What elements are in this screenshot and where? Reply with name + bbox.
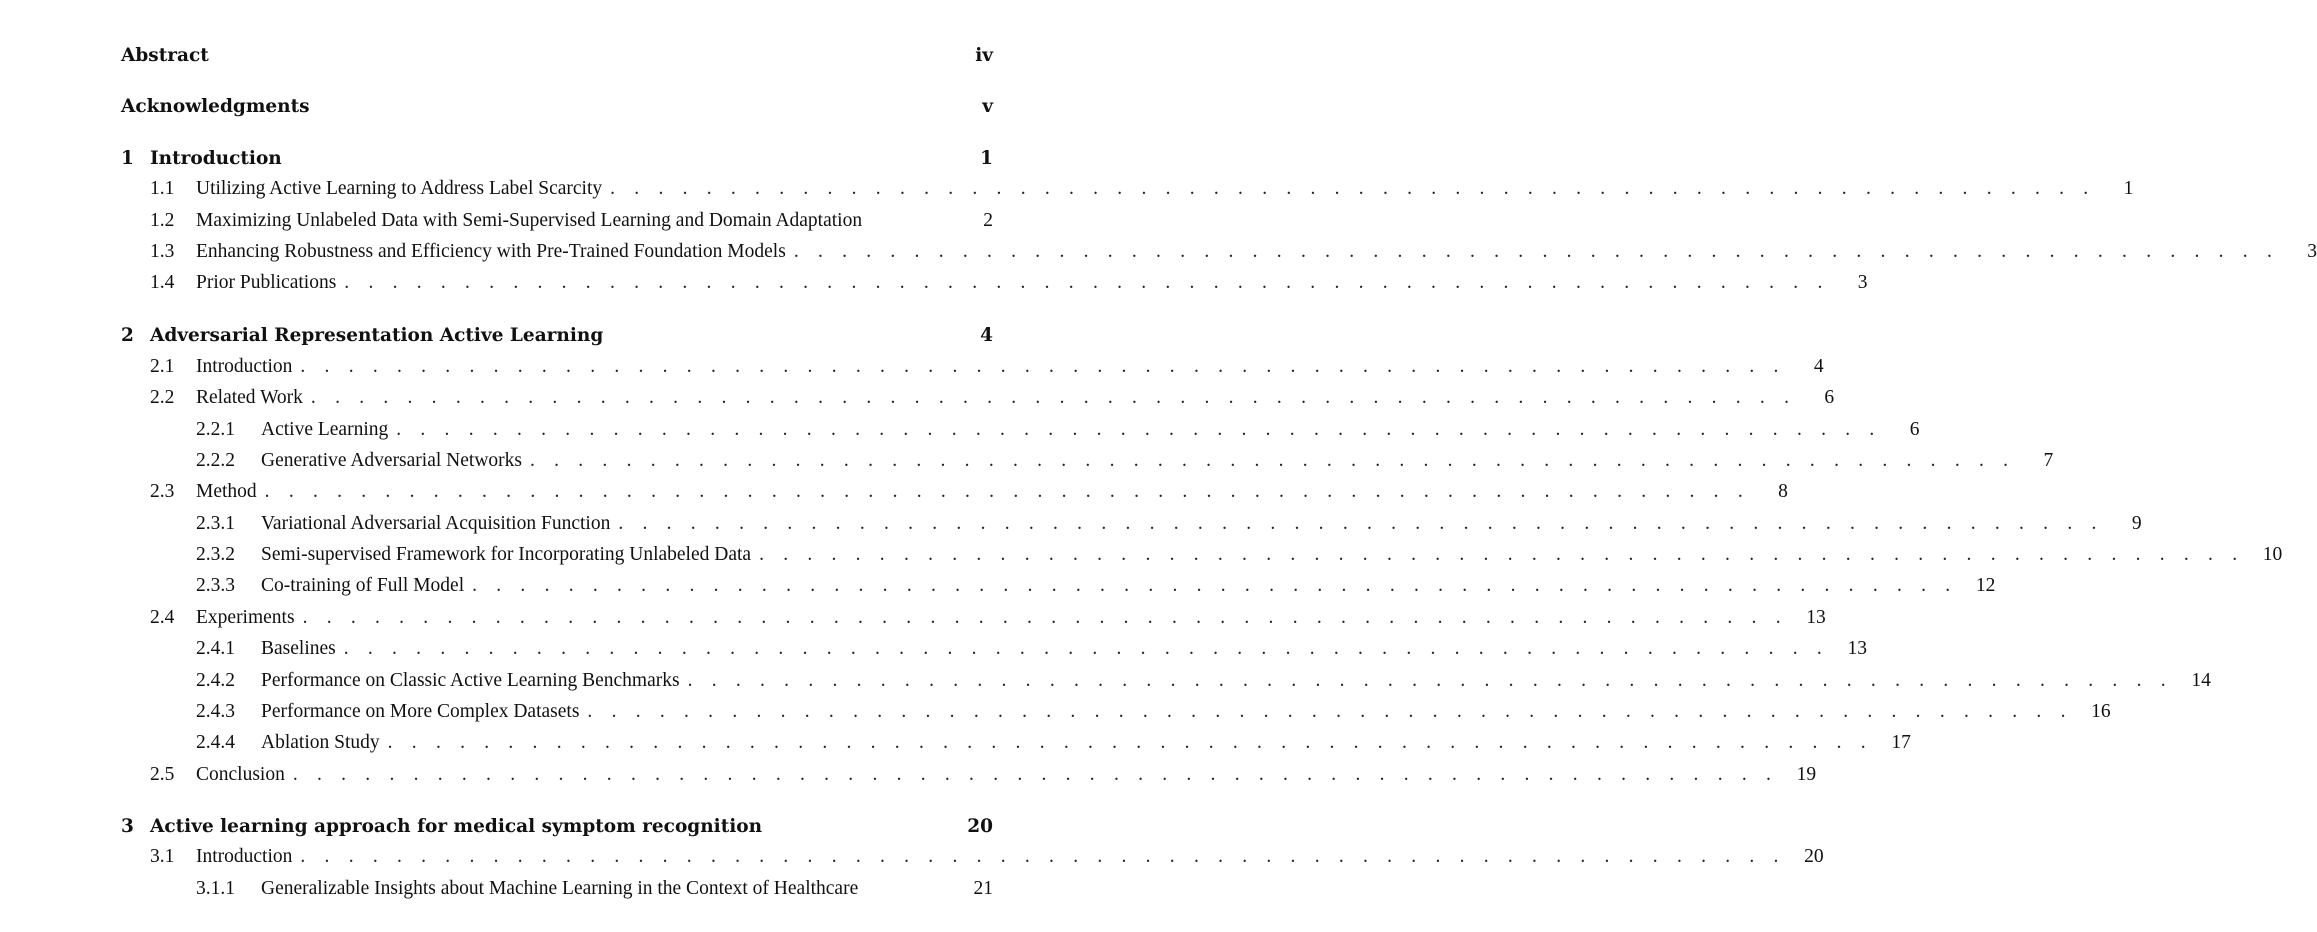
toc-entry-title: Variational Adversarial Acquisition Function <box>261 513 611 534</box>
toc-entry-acknowledgments[interactable] <box>121 96 993 122</box>
toc-entry-title: Introduction <box>150 148 282 169</box>
toc-entry-page: 19 <box>1796 764 1817 785</box>
toc-leader-dots: . . . . . . . . . . . . . . . . . . . . . . . . . . . . . . . . . . . . . . . . . . . . . . . . . . . . . . . . . . . . . . <box>793 241 2280 262</box>
toc-leader-dots: . . . . . . . . . . . . . . . . . . . . . . . . . . . . . . . . . . . . . . . . . . . . . . . . . . . . . . . . . . . . . . <box>529 450 2016 471</box>
toc-entry-number: 2.3 <box>150 481 175 502</box>
toc-leader-dots: . . . . . . . . . . . . . . . . . . . . . . . . . . . . . . . . . . . . . . . . . . . . . . . . . . . . . . . . . . . . . . <box>302 607 1788 628</box>
toc-entry-title: Ablation Study <box>261 732 380 753</box>
toc-entry-title: Acknowledgments <box>121 96 310 117</box>
toc-entry-number: 2.5 <box>150 764 175 785</box>
toc-entry-3-1[interactable] <box>121 846 1824 872</box>
toc-entry-page: 21 <box>973 878 993 899</box>
toc-entry-page: 4 <box>1813 356 1824 377</box>
toc-entry-2-3-2[interactable] <box>121 544 2283 570</box>
toc-entry-number: 2.4.1 <box>196 638 235 659</box>
toc-entry-2-4-4[interactable] <box>121 732 1911 758</box>
toc-entry-number: 2.4.2 <box>196 670 235 691</box>
toc-leader-dots: . . . . . . . . . . . . . . . . . . . . . . . . . . . . . . . . . . . . . . . . . . . . . . . . . . . . . . . . . . . . . . <box>687 670 2173 691</box>
toc-entry-title: Related Work <box>196 387 303 408</box>
toc-entry-number: 2.2.1 <box>196 419 235 440</box>
toc-entry-2-4-3[interactable] <box>121 701 2111 727</box>
toc-entry-number: 2.4 <box>150 607 175 628</box>
toc-entry-abstract[interactable] <box>121 45 993 71</box>
toc-entry-2-3-3[interactable] <box>121 575 1996 601</box>
toc-entry-page: 2 <box>983 210 993 231</box>
toc-entry-page: 10 <box>2262 544 2283 565</box>
toc-entry-title: Adversarial Representation Active Learning <box>150 325 604 346</box>
toc-entry-page: 3 <box>2307 241 2317 262</box>
toc-leader-dots: . . . . . . . . . . . . . . . . . . . . . . . . . . . . . . . . . . . . . . . . . . . . . . . . . . . . . . . . . . . . . . <box>344 272 1830 293</box>
toc-entry-number: 2.2.2 <box>196 450 235 471</box>
toc-leader-dots: . . . . . . . . . . . . . . . . . . . . . . . . . . . . . . . . . . . . . . . . . . . . . . . . . . . . . . . . . . . . . . <box>759 544 2245 565</box>
toc-entry-2-1[interactable] <box>121 356 1824 382</box>
toc-entry-title: Experiments <box>196 607 295 628</box>
toc-entry-2-3[interactable] <box>121 481 1788 507</box>
toc-entry-3-1-1[interactable] <box>121 878 993 904</box>
toc-entry-2-5[interactable] <box>121 764 1817 790</box>
toc-entry-2-2-2[interactable] <box>121 450 2054 476</box>
toc-entry-title: Introduction <box>196 356 293 377</box>
toc-entry-number: 2.3.3 <box>196 575 235 596</box>
toc-entry-2-2-1[interactable] <box>121 419 1920 445</box>
toc-leader-dots: . . . . . . . . . . . . . . . . . . . . . . . . . . . . . . . . . . . . . . . . . . . . . . . . . . . . . . . . . . . . . . <box>610 178 2096 199</box>
toc-entry-2-3-1[interactable] <box>121 513 2142 539</box>
toc-entry-page: 13 <box>1806 607 1826 628</box>
toc-entry-number: 1.4 <box>150 272 175 293</box>
toc-entry-2-2[interactable] <box>121 387 1835 413</box>
toc-entry-1-2[interactable] <box>121 210 993 236</box>
toc-leader-dots: . . . . . . . . . . . . . . . . . . . . . . . . . . . . . . . . . . . . . . . . . . . . . . . . . . . . . . . . . . . . . . <box>292 764 1779 785</box>
toc-entry-page: 9 <box>2131 513 2142 534</box>
toc-entry-title: Active Learning <box>261 419 389 440</box>
toc-entry-number: 1 <box>121 148 134 169</box>
toc-entry-number: 3 <box>121 816 134 837</box>
toc-entry-chapter-3[interactable] <box>121 816 993 842</box>
toc-entry-page: 16 <box>2091 701 2111 722</box>
toc-entry-number: 2.4.4 <box>196 732 235 753</box>
toc-entry-1-3[interactable] <box>121 241 2317 267</box>
toc-leader-dots: . . . . . . . . . . . . . . . . . . . . . . . . . . . . . . . . . . . . . . . . . . . . . . . . . . . . . . . . . . . . . . <box>310 387 1797 408</box>
toc-entry-title: Prior Publications <box>196 272 337 293</box>
toc-entry-page: 20 <box>967 816 993 837</box>
toc-entry-2-4-1[interactable] <box>121 638 1867 664</box>
toc-entry-number: 1.1 <box>150 178 175 199</box>
toc-entry-title: Method <box>196 481 257 502</box>
toc-entry-title: Co-training of Full Model <box>261 575 465 596</box>
toc-entry-number: 2.1 <box>150 356 175 377</box>
toc-entry-title: Active learning approach for medical symptom recognition <box>150 816 763 837</box>
toc-entry-title: Generalizable Insights about Machine Learning in the Context of Healthcare <box>261 878 859 899</box>
toc-entry-page: 17 <box>1891 732 1911 753</box>
toc-leader-dots: . . . . . . . . . . . . . . . . . . . . . . . . . . . . . . . . . . . . . . . . . . . . . . . . . . . . . . . . . . . . . . <box>396 419 1882 440</box>
toc-entry-title: Abstract <box>121 45 209 66</box>
toc-entry-number: 2.3.2 <box>196 544 235 565</box>
toc-entry-page: iv <box>975 45 993 66</box>
toc-entry-title: Maximizing Unlabeled Data with Semi-Supervised Learning and Domain Adaptation <box>196 210 863 231</box>
toc-entry-2-4[interactable] <box>121 607 1826 633</box>
toc-entry-title: Conclusion <box>196 764 285 785</box>
toc-entry-number: 3.1 <box>150 846 175 867</box>
toc-entry-page: 14 <box>2191 670 2211 691</box>
toc-entry-2-4-2[interactable] <box>121 670 2211 696</box>
toc-leader-dots: . . . . . . . . . . . . . . . . . . . . . . . . . . . . . . . . . . . . . . . . . . . . . . . . . . . . . . . . . . . . . . <box>264 481 1750 502</box>
toc-entry-page: 8 <box>1778 481 1788 502</box>
toc-entry-page: 1 <box>2123 178 2134 199</box>
toc-entry-number: 2.2 <box>150 387 175 408</box>
toc-entry-title: Generative Adversarial Networks <box>261 450 522 471</box>
toc-entry-chapter-1[interactable] <box>121 148 993 174</box>
toc-entry-page: 6 <box>1909 419 1920 440</box>
toc-entry-page: 20 <box>1804 846 1824 867</box>
toc-entry-title: Performance on Classic Active Learning Benchmarks <box>261 670 680 691</box>
toc-entry-page: 13 <box>1847 638 1867 659</box>
toc-entry-title: Utilizing Active Learning to Address Label Scarcity <box>196 178 603 199</box>
toc-entry-page: 7 <box>2043 450 2054 471</box>
toc-entry-page: 4 <box>980 325 993 346</box>
toc-entry-number: 3.1.1 <box>196 878 235 899</box>
toc-entry-number: 1.3 <box>150 241 175 262</box>
toc-entry-page: 12 <box>1975 575 1996 596</box>
toc-entry-number: 2.3.1 <box>196 513 235 534</box>
toc-leader-dots: . . . . . . . . . . . . . . . . . . . . . . . . . . . . . . . . . . . . . . . . . . . . . . . . . . . . . . . . . . . . . . <box>343 638 1829 659</box>
toc-entry-1-1[interactable] <box>121 178 2134 204</box>
toc-entry-number: 2.4.3 <box>196 701 235 722</box>
toc-entry-title: Baselines <box>261 638 336 659</box>
toc-leader-dots: . . . . . . . . . . . . . . . . . . . . . . . . . . . . . . . . . . . . . . . . . . . . . . . . . . . . . . . . . . . . . . <box>387 732 1873 753</box>
toc-entry-chapter-2[interactable] <box>121 325 993 351</box>
toc-entry-number: 2 <box>121 325 134 346</box>
toc-leader-dots: . . . . . . . . . . . . . . . . . . . . . . . . . . . . . . . . . . . . . . . . . . . . . . . . . . . . . . . . . . . . . . <box>618 513 2104 534</box>
toc-entry-title: Semi-supervised Framework for Incorporating Unlabeled Data <box>261 544 752 565</box>
toc-entry-page: v <box>982 96 993 117</box>
toc-leader-dots: . . . . . . . . . . . . . . . . . . . . . . . . . . . . . . . . . . . . . . . . . . . . . . . . . . . . . . . . . . . . . . <box>300 846 1786 867</box>
toc-entry-title: Enhancing Robustness and Efficiency with Pre-Trained Foundation Models <box>196 241 786 262</box>
toc-entry-title: Performance on More Complex Datasets <box>261 701 580 722</box>
toc-entry-page: 3 <box>1857 272 1868 293</box>
toc-leader-dots: . . . . . . . . . . . . . . . . . . . . . . . . . . . . . . . . . . . . . . . . . . . . . . . . . . . . . . . . . . . . . . <box>587 701 2073 722</box>
toc-leader-dots: . . . . . . . . . . . . . . . . . . . . . . . . . . . . . . . . . . . . . . . . . . . . . . . . . . . . . . . . . . . . . . <box>300 356 1786 377</box>
toc-leader-dots: . . . . . . . . . . . . . . . . . . . . . . . . . . . . . . . . . . . . . . . . . . . . . . . . . . . . . . . . . . . . . . <box>472 575 1958 596</box>
toc-entry-page: 6 <box>1824 387 1835 408</box>
toc-entry-page: 1 <box>980 148 993 169</box>
toc-entry-title: Introduction <box>196 846 293 867</box>
toc-entry-number: 1.2 <box>150 210 175 231</box>
toc-entry-1-4[interactable] <box>121 272 1868 298</box>
